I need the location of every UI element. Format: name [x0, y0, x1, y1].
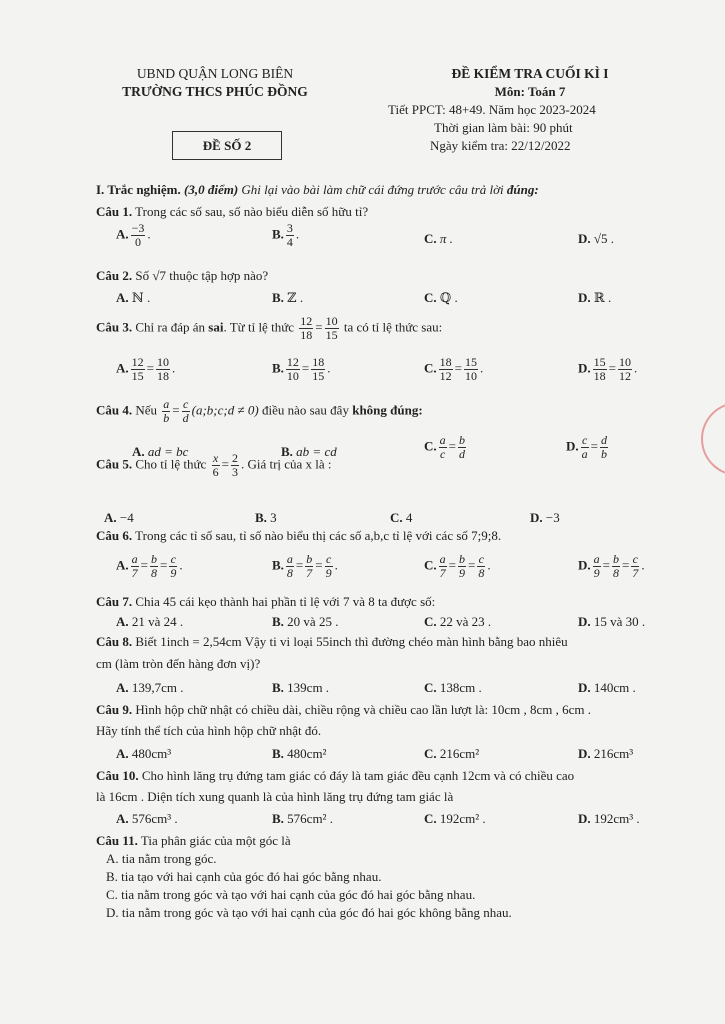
q2-option-d: D. ℝ . [578, 290, 612, 305]
q5-option-d: D. −3 [530, 510, 560, 525]
q3-option-b: B. $\frac{12}{10}$ = $\frac{18}{15}$ . [272, 355, 331, 383]
question-3: Câu 3. Chỉ ra đáp án sai. Từ tỉ lệ thức $\frac{12}{18}$ = $\frac{10}{15}$ ta có tỉ lệ thức sau: [96, 314, 443, 342]
exam-title: ĐỀ KIỂM TRA CUỐI KÌ I [451, 66, 609, 81]
duration: Thời gian làm bài: 90 phút [434, 120, 573, 135]
exam-code-box: ĐỀ SỐ 2 [172, 131, 282, 160]
q1-option-c: C. π . [424, 231, 453, 246]
q4-option-b: B. ab = cd [281, 444, 337, 459]
q5-option-a: A. −4 [104, 510, 134, 525]
q5-option-c: C. 4 [390, 510, 413, 525]
q7-option-a: A. 21 và 24 . [116, 614, 184, 629]
q2-option-a: A. ℕ . [116, 290, 151, 305]
q8-option-d: D. 140cm . [578, 680, 636, 695]
question-10-cont: là 16cm . Diện tích xung quanh là của hình lăng trụ đứng tam giác là [96, 789, 454, 804]
question-6: Câu 6. Trong các tỉ số sau, tỉ số nào biểu thị các số a,b,c tỉ lệ với các số 7;9;8. [96, 528, 502, 543]
q4-option-c: C. $\frac{a}{c}$ = $\frac{b}{d}$ [424, 433, 465, 461]
q1-option-d: D. √5 . [578, 231, 615, 246]
q9-option-b: B. 480cm² [272, 746, 327, 761]
q6-option-b: B. $\frac{a}{8}$ = $\frac{b}{7}$ = $\frac{c}{9}$ . [272, 552, 338, 580]
question-11: Câu 11. Tia phân giác của một góc là [96, 833, 291, 848]
q2-option-c: C. ℚ . [424, 290, 458, 305]
exam-date: Ngày kiểm tra: 22/12/2022 [430, 138, 571, 153]
q1-option-b: B. $\frac{3}{4}$ . [272, 221, 300, 249]
question-8-cont: cm (làm tròn đến hàng đơn vị)? [96, 656, 261, 671]
q7-option-b: B. 20 và 25 . [272, 614, 339, 629]
q4-option-d: D. $\frac{c}{a}$ = $\frac{d}{b}$ [566, 433, 607, 461]
q6-option-a: A. $\frac{a}{7}$ = $\frac{b}{8}$ = $\frac{c}{9}$ . [116, 552, 183, 580]
q8-option-c: C. 138cm . [424, 680, 482, 695]
question-10: Câu 10. Cho hình lăng trụ đứng tam giác có đáy là tam giác đều cạnh 12cm và có chiều cao [96, 768, 575, 783]
q11-option-b: B. tia tạo với hai cạnh của góc đó hai góc bằng nhau. [106, 869, 382, 884]
q11-option-c: C. tia nằm trong góc và tạo với hai cạnh của góc đó hai góc bằng nhau. [106, 887, 476, 902]
period-year: Tiết PPCT: 48+49. Năm học 2023-2024 [388, 102, 596, 117]
q11-option-d: D. tia nằm trong góc và tạo với hai cạnh của góc đó hai góc không bằng nhau. [106, 905, 512, 920]
q3-option-c: C. $\frac{18}{12}$ = $\frac{15}{10}$ . [424, 355, 484, 383]
question-9: Câu 9. Hình hộp chữ nhật có chiều dài, chiều rộng và chiều cao lần lượt là: 10cm , 8cm , 6cm . [96, 702, 591, 717]
q3-option-d: D. $\frac{15}{18}$ = $\frac{10}{12}$ . [578, 355, 638, 383]
question-4: Câu 4. Nếu $\frac{a}{b}$ = $\frac{c}{d}$ (a;b;c;d ≠ 0) điều nào sau đây không đúng: [96, 397, 423, 425]
q3-option-a: A. $\frac{12}{15}$ = $\frac{10}{18}$ . [116, 355, 176, 383]
q6-option-d: D. $\frac{a}{9}$ = $\frac{b}{8}$ = $\frac{c}{7}$ . [578, 552, 645, 580]
q9-option-c: C. 216cm² [424, 746, 480, 761]
q2-option-b: B. ℤ . [272, 290, 304, 305]
question-7: Câu 7. Chia 45 cái kẹo thành hai phần tỉ lệ với 7 và 8 ta được số: [96, 594, 436, 609]
red-stamp-mark [701, 402, 725, 476]
q10-option-b: B. 576cm² . [272, 811, 333, 826]
q1-option-a: A. $\frac{-3}{0}$ . [116, 221, 151, 249]
subject: Môn: Toán 7 [494, 84, 566, 99]
question-9-cont: Hãy tính thể tích của hình hộp chữ nhật đó. [96, 723, 322, 738]
q10-option-d: D. 192cm³ . [578, 811, 640, 826]
district-name: UBND QUẬN LONG BIÊN [136, 66, 294, 81]
question-1: Câu 1. Trong các số sau, số nào biểu diễn số hữu tỉ? [96, 204, 369, 219]
q8-option-b: B. 139cm . [272, 680, 330, 695]
section-heading: I. Trắc nghiệm. (3,0 điểm) Ghi lại vào bài làm chữ cái đứng trước câu trả lời đúng: [96, 182, 539, 197]
q10-option-a: A. 576cm³ . [116, 811, 178, 826]
question-2: Câu 2. Số √7 thuộc tập hợp nào? [96, 268, 269, 283]
q7-option-c: C. 22 và 23 . [424, 614, 492, 629]
q6-option-c: C. $\frac{a}{7}$ = $\frac{b}{9}$ = $\frac{c}{8}$ . [424, 552, 491, 580]
q4-option-a: A. ad = bc [132, 444, 189, 459]
q10-option-c: C. 192cm² . [424, 811, 486, 826]
q8-option-a: A. 139,7cm . [116, 680, 184, 695]
q11-option-a: A. tia nằm trong góc. [106, 851, 217, 866]
question-5: Câu 5. Cho tỉ lệ thức $\frac{x}{6}$ = $\frac{2}{3}$ . Giá trị của x là : [96, 451, 332, 479]
question-8: Câu 8. Biết 1inch = 2,54cm Vậy ti vi loại 55inch thì đường chéo màn hình bằng bao nhiêu [96, 634, 568, 649]
q9-option-a: A. 480cm³ [116, 746, 172, 761]
q5-option-b: B. 3 [255, 510, 277, 525]
q7-option-d: D. 15 và 30 . [578, 614, 646, 629]
school-name: TRƯỜNG THCS PHÚC ĐỒNG [122, 84, 308, 99]
q9-option-d: D. 216cm³ [578, 746, 634, 761]
